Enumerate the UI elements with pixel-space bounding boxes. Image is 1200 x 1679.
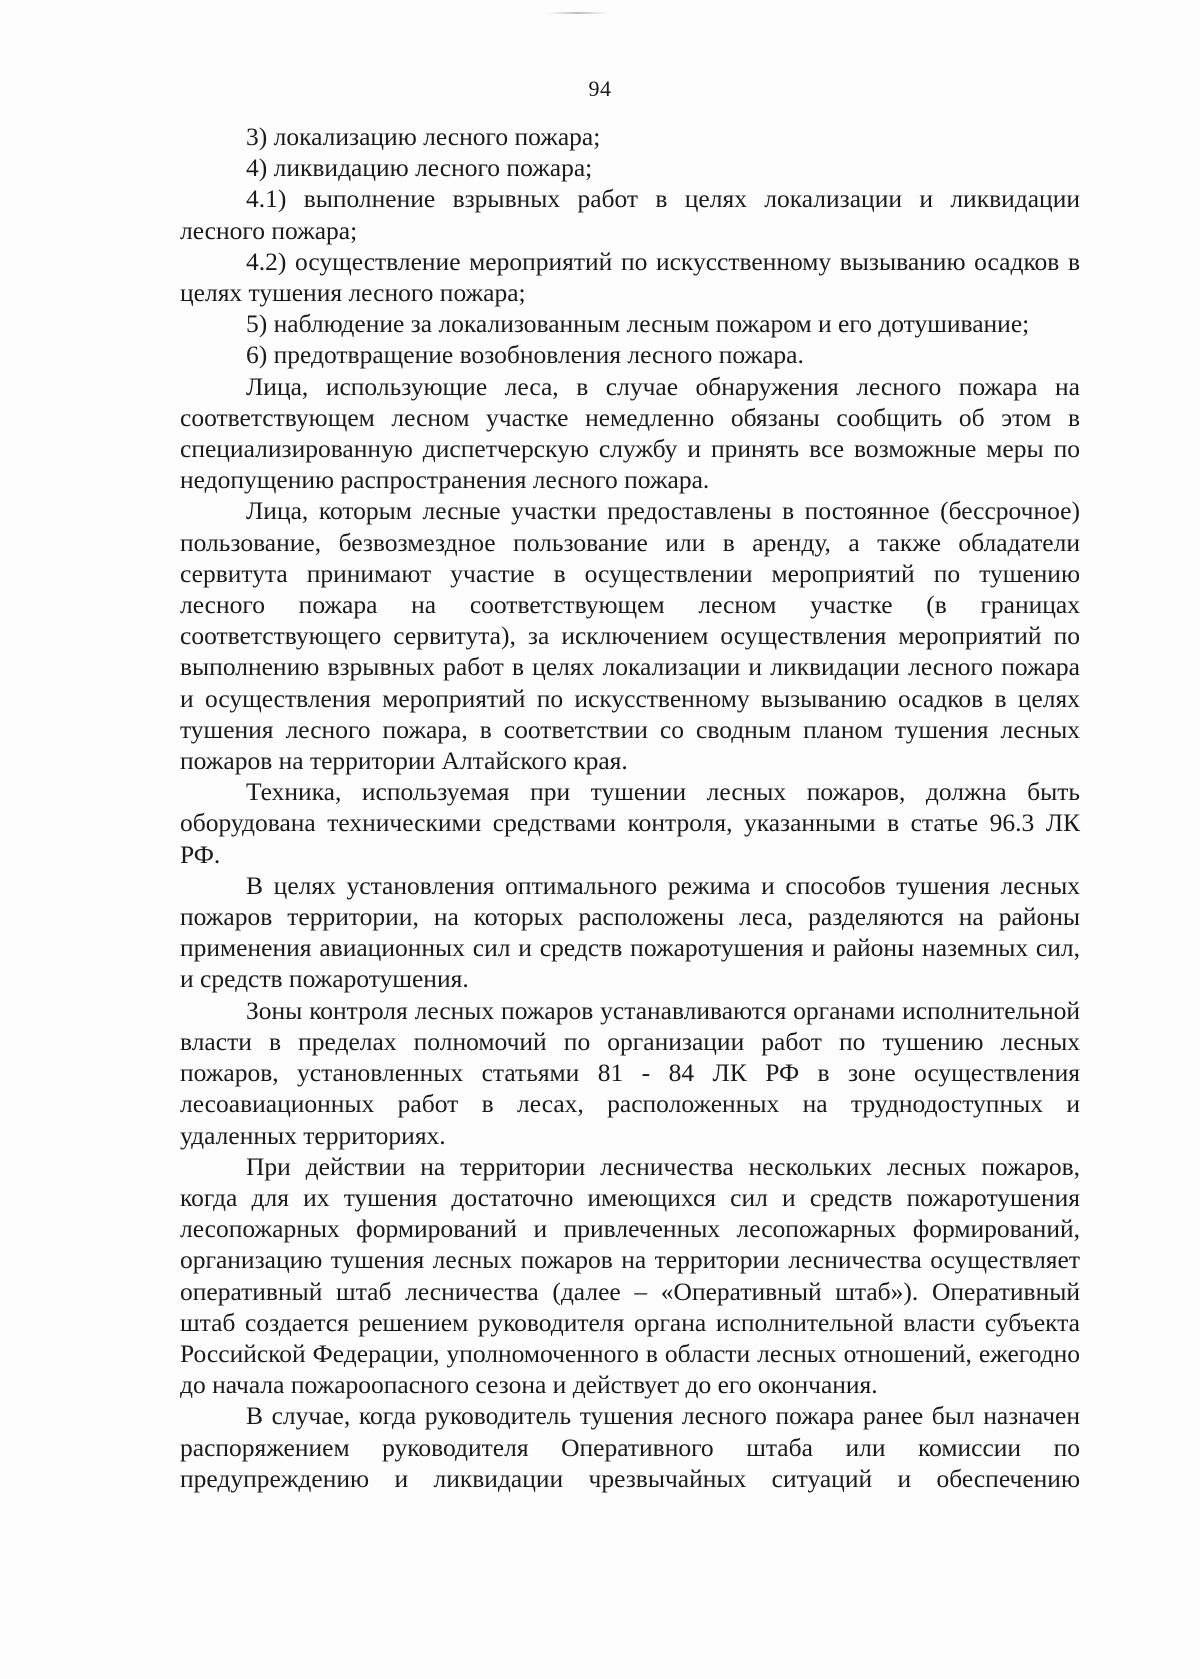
paragraph-item-4-2: 4.2) осуществление мероприятий по искусственному вызыванию осадков в целях тушения лесного пожара;: [180, 246, 1080, 308]
document-body: [180, 121, 1080, 1494]
page-number: 94: [588, 76, 612, 101]
paragraph-item-5: 5) наблюдение за локализованным лесным пожаром и его дотушивание;: [246, 309, 1030, 339]
paragraph-forest-users: Лица, использующие леса, в случае обнаружения лесного пожара на соответствующем лесном участке немедленно обязаны сообщить об этом в специализированную диспетчерскую службу и принять все возможные меры по недопущению распространения лесного пожара.: [180, 371, 1080, 495]
scan-artifact: [548, 12, 608, 14]
paragraph-equipment: Техника, используемая при тушении лесных пожаров, должна быть оборудована техническими средствами контроля, указанными в статье 96.3 ЛК РФ.: [180, 777, 1080, 869]
paragraph-regimes: В целях установления оптимального режима и способов тушения лесных пожаров территории, на которых расположены леса, разделяются на районы применения авиационных сил и средств пожаротушения и районы наземных сил, и средств пожаротушения.: [180, 870, 1080, 994]
paragraph-land-holders: Лица, которым лесные участки предоставлены в постоянное (бессрочное) пользование, безвозмездное пользование или в аренду, а также обладатели сервитута принимают участие в осуществлении мероприятий по тушению лесного пожара на соответствующем лесном участке (в границах соответствующего сервитута), за исключением осуществления мероприятий по выполнению взрывных работ в целях локализации и ликвидации лесного пожара и осуществления мероприятий по искусственному вызыванию осадков в целях тушения лесного пожара, в соответствии со сводным планом тушения лесных пожаров на территории Алтайского края.: [180, 496, 1080, 776]
paragraph-item-4-1: 4.1) выполнение взрывных работ в целях локализации и ликвидации лесного пожара;: [180, 184, 1080, 245]
paragraph-item-3: 3) локализацию лесного пожара;: [246, 122, 601, 151]
paragraph-control-zones: Зоны контроля лесных пожаров устанавливаются органами исполнительной власти в пределах полномочий по организации работ по тушению лесных пожаров, установленных статьями 81 - 84 ЛК РФ в зоне осуществления лесоавиационных работ в лесах, расположенных на труднодоступных и удаленных территориях.: [180, 995, 1080, 1150]
paragraph-item-6: 6) предотвращение возобновления лесного пожара.: [246, 340, 804, 370]
paragraph-item-4: 4) ликвидацию лесного пожара;: [246, 153, 593, 183]
paragraph-fire-chief: В случае, когда руководитель тушения лесного пожара ранее был назначен распоряжением руководителя Оперативного штаба или комиссии по предупреждению и ликвидации чрезвычайных ситуаций и обеспечению: [180, 1401, 1080, 1493]
paragraph-operational-hq: При действии на территории лесничества нескольких лесных пожаров, когда для их тушения достаточно имеющихся сил и средств пожаротушения лесопожарных формирований и привлеченных лесопожарных формирований, организацию тушения лесных пожаров на территории лесничества осуществляет оперативный штаб лесничества (далее – «Оперативный штаб»). Оперативный штаб создается решением руководителя органа исполнительной власти субъекта Российской Федерации, уполномоченного в области лесных отношений, ежегодно до начала пожароопасного сезона и действует до его окончания.: [180, 1151, 1080, 1400]
